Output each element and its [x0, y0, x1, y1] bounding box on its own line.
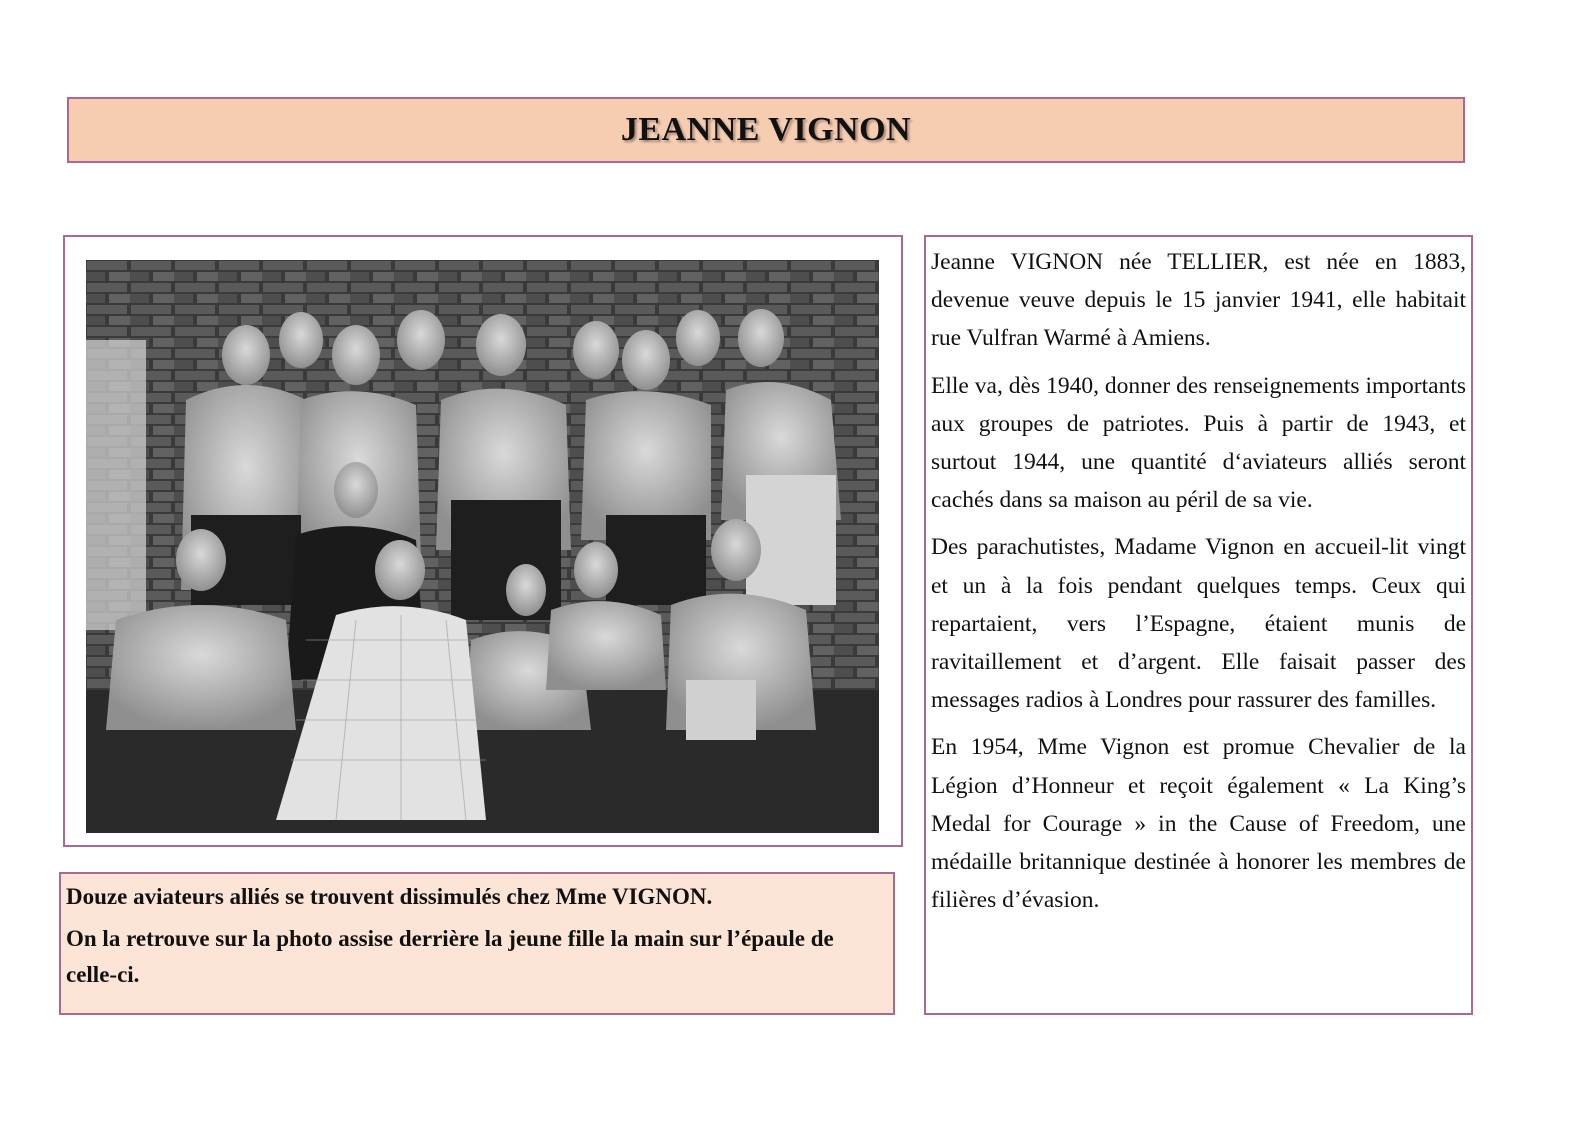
caption-line-2: On la retrouve sur la photo assise derrière la jeune fille la main sur l’épaule de celle-ci.	[66, 926, 834, 987]
page-title: JEANNE VIGNON	[620, 111, 912, 148]
caption-line-1: Douze aviateurs alliés se trouvent dissimulés chez Mme VIGNON.	[66, 884, 713, 909]
photo-frame	[63, 235, 903, 847]
biography-box	[924, 235, 1473, 1015]
group-photo	[86, 260, 879, 833]
biography-paragraph: Des parachutistes, Madame Vignon en accueil-lit vingt et un à la fois pendant quelques temps. Ceux qui repartaient, vers l’Espagne, étaient munis de ravitaillement et d’argent. Elle faisait passer des messages radios à Londres pour rassurer des familles.	[931, 534, 1466, 714]
biography-paragraph: Elle va, dès 1940, donner des renseignements importants aux groupes de patriotes. Puis à partir de 1943, et surtout 1944, une quantité d‘aviateurs alliés seront cachés dans sa maison au péril de sa vie.	[931, 372, 1466, 514]
photo-caption	[59, 872, 895, 1015]
title-banner	[67, 97, 1465, 163]
biography-paragraph: En 1954, Mme Vignon est promue Chevalier de la Légion d’Honneur et reçoit également « La King’s Medal for Courage » in the Cause of Freedom, une médaille britannique destinée à honorer les membres de filières d’évasion.	[931, 734, 1466, 914]
biography-paragraph: Jeanne VIGNON née TELLIER, est née en 1883, devenue veuve depuis le 15 janvier 1941, elle habitait rue Vulfran Warmé à Amiens.	[931, 249, 1466, 352]
